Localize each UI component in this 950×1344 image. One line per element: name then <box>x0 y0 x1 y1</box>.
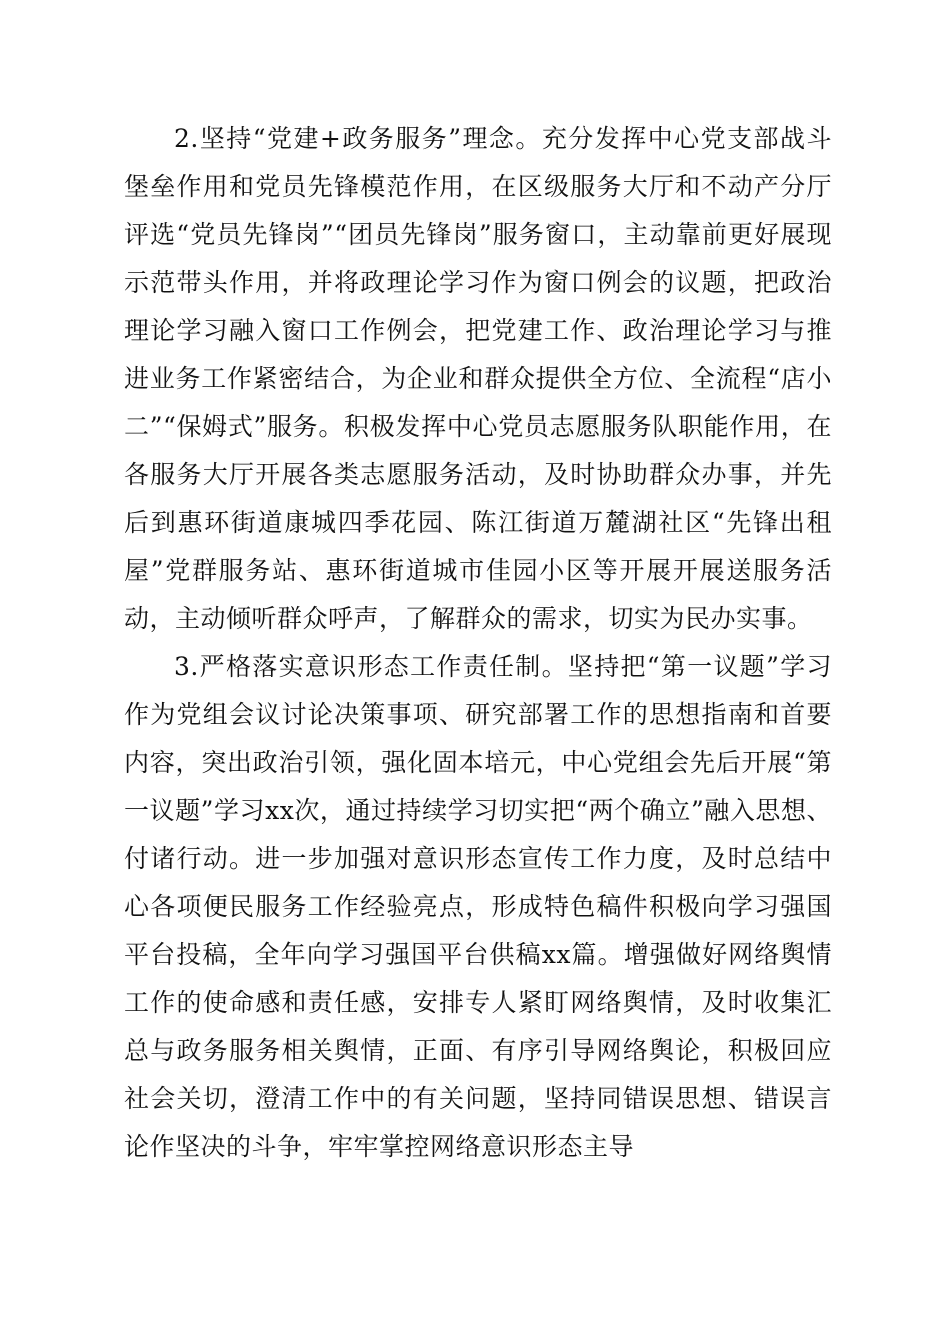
paragraph-ideology-responsibility: 3.严格落实意识形态工作责任制。坚持把“第一议题”学习作为党组会议讨论决策事项、研究部署工作的思想指南和首要内容，突出政治引领，强化固本培元，中心党组会先后开展“第一议题”学习xx次，通过持续学习切实把“两个确立”融入思想、付诸行动。进一步加强对意识形态宣传工作力度，及时总结中心各项便民服务工作经验亮点，形成特色稿件积极向学习强国平台投稿，全年向学习强国平台供稿xx篇。增强做好网络舆情工作的使命感和责任感，安排专人紧盯网络舆情，及时收集汇总与政务服务相关舆情，正面、有序引导网络舆论，积极回应社会关切，澄清工作中的有关问题，坚持同错误思想、错误言论作坚决的斗争，牢牢掌控网络意识形态主导 <box>124 652 832 1161</box>
paragraph-party-building-service: 2.坚持“党建+政务服务”理念。充分发挥中心党支部战斗堡垒作用和党员先锋模范作用，在区级服务大厅和不动产分厅评选“党员先锋岗”“团员先锋岗”服务窗口，主动靠前更好展现示范带头作用，并将政理论学习作为窗口例会的议题，把政治理论学习融入窗口工作例会，把党建工作、政治理论学习与推进业务工作紧密结合，为企业和群众提供全方位、全流程“店小二”“保姆式”服务。积极发挥中心党员志愿服务队职能作用，在各服务大厅开展各类志愿服务活动，及时协助群众办事，并先后到惠环街道康城四季花园、陈江街道万麓湖社区“先锋出租屋”党群服务站、惠环街道城市佳园小区等开展开展送服务活动，主动倾听群众呼声，了解群众的需求，切实为民办实事。 <box>124 124 832 633</box>
document-body <box>124 115 832 1171</box>
